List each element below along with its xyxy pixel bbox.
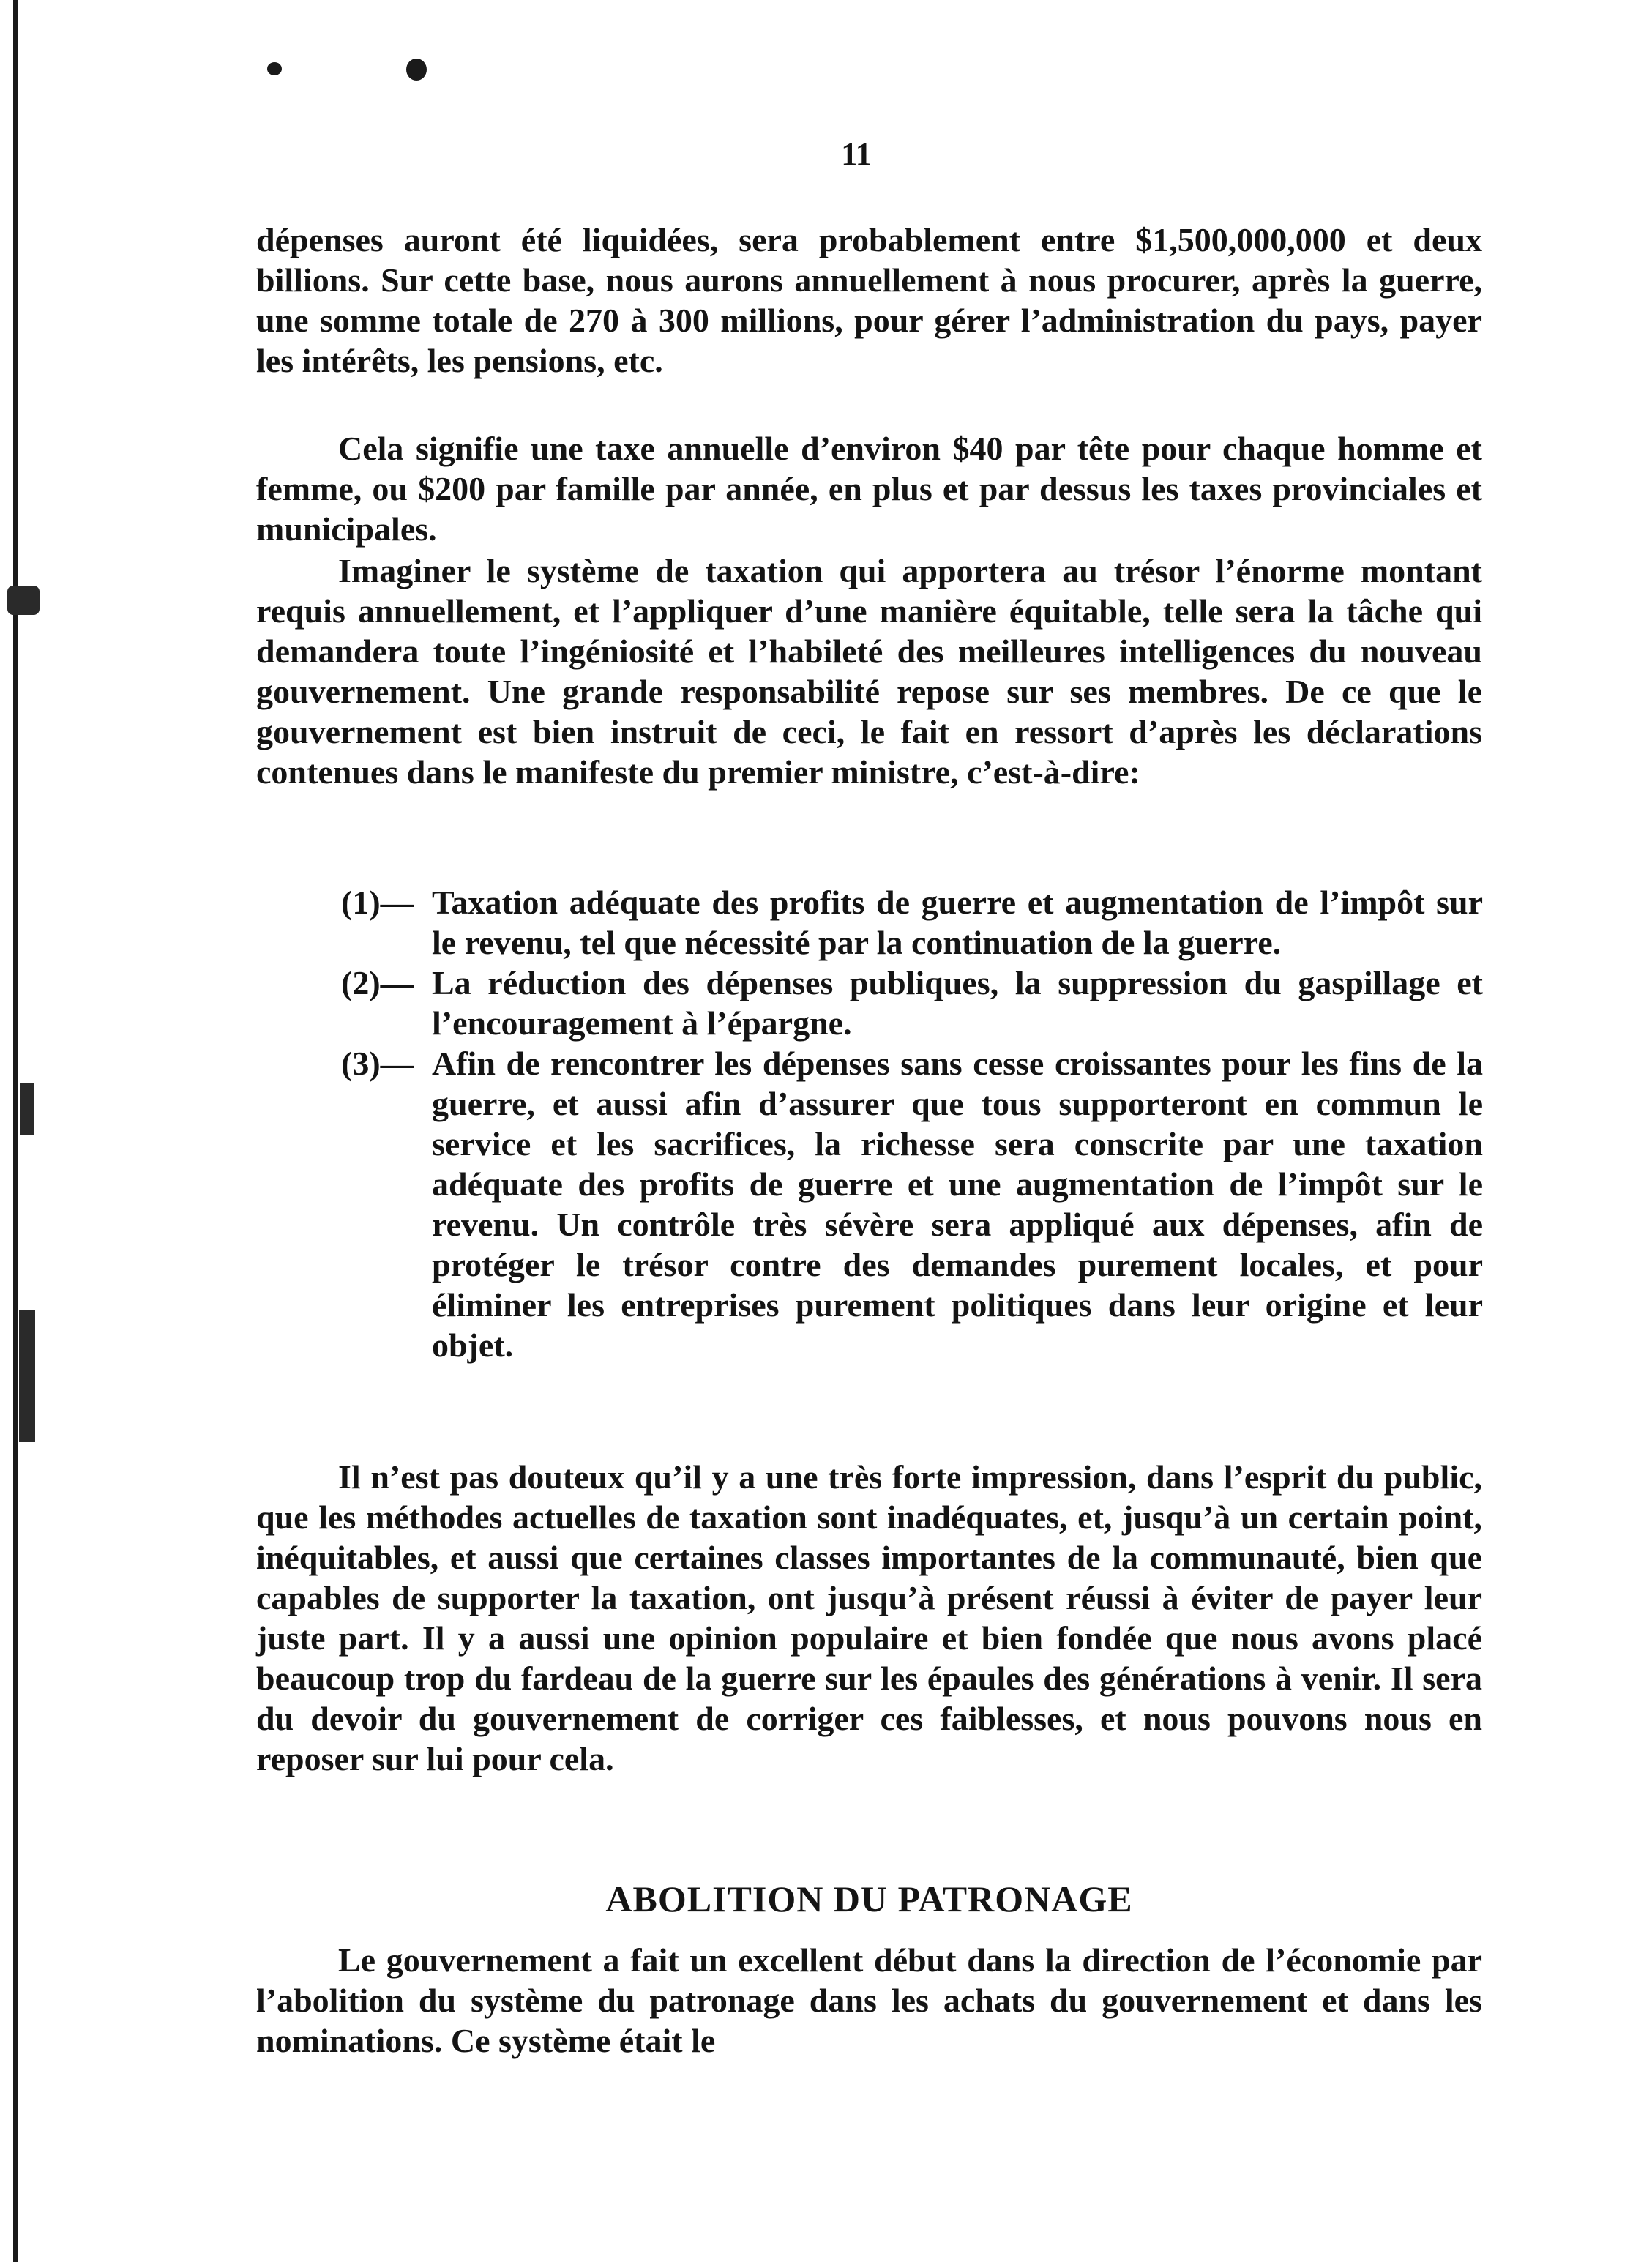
- list-item-text: Afin de rencontrer les dépenses sans cesse croissantes pour les fins de la guerre, et aussi afin d’assurer que tous supporteront en commun le service et les sacrifices, la richesse sera conscrite par une taxation adéquate des profits de guerre et une augmentation de l’impôt sur le revenu. Un contrôle très sévère sera appliqué aux dépenses, afin de protéger le trésor contre des demandes purement locales, et pour éliminer les entreprises purement politiques dans leur origine et leur objet.: [432, 1045, 1483, 1364]
- binding-stain: [7, 586, 40, 615]
- list-marker: (3)—: [341, 1045, 414, 1082]
- list-marker: (1)—: [341, 884, 414, 921]
- binding-stain: [19, 1310, 35, 1442]
- section-heading: ABOLITION DU PATRONAGE: [605, 1878, 1133, 1919]
- list-marker: (2)—: [341, 964, 414, 1001]
- paragraph-2: Cela signifie une taxe annuelle d’environ $40 par tête pour chaque homme et femme, ou $200 par famille par année, en plus et par dessus les taxes provinciales et municipales.: [256, 430, 1482, 548]
- list-item-3: [341, 1043, 1483, 1365]
- binding-stain: [20, 1083, 34, 1135]
- ink-speck: [267, 62, 282, 75]
- paragraph-5: Le gouvernement a fait un excellent début dans la direction de l’économie par l’abolition du système du patronage dans les achats du gouvernement et dans les nominations. Ce système était le: [256, 1941, 1482, 2059]
- page-number: 11: [841, 136, 872, 172]
- list-item-text: Taxation adéquate des profits de guerre et augmentation de l’impôt sur le revenu, tel que nécessité par la continuation de la guerre.: [432, 884, 1483, 961]
- page-binding-edge: [13, 0, 18, 2262]
- paragraph-3: Imaginer le système de taxation qui apportera au trésor l’énorme montant requis annuellement, et l’appliquer d’une manière équitable, telle sera la tâche qui demandera toute l’ingéniosité et l’habileté des meilleures intelligences du nouveau gouvernement. Une grande responsabilité repose sur ses membres. De ce que le gouvernement est bien instruit de ceci, le fait en ressort d’après les déclarations contenues dans le manifeste du premier ministre, c’est-à-dire:: [256, 552, 1482, 791]
- list-item-1: [341, 882, 1483, 963]
- paragraph-4: Il n’est pas douteux qu’il y a une très forte impression, dans l’esprit du public, que les méthodes actuelles de taxation sont inadéquates, et, jusqu’à un certain point, inéquitables, et aussi que certaines classes importantes de la communauté, bien que capables de supporter la taxation, ont jusqu’à présent réussi à éviter de payer leur juste part. Il y a aussi une opinion populaire et bien fondée que nous avons placé beaucoup trop du fardeau de la guerre sur les épaules des générations à venir. Il sera du devoir du gouvernement de corriger ces faiblesses, et nous pouvons nous en reposer sur lui pour cela.: [256, 1458, 1482, 1777]
- manifesto-list: [341, 882, 1483, 1365]
- paragraph-1: dépenses auront été liquidées, sera probablement entre $1,500,000,000 et deux billions. Sur cette base, nous aurons annuellement à nous procurer, après la guerre, une somme totale de 270 à 300 millions, pour gérer l’administration du pays, payer les intérêts, les pensions, etc.: [256, 221, 1482, 379]
- list-item-2: [341, 963, 1483, 1043]
- ink-speck: [406, 59, 427, 81]
- list-item-text: La réduction des dépenses publiques, la suppression du gaspillage et l’encouragement à l’épargne.: [432, 964, 1483, 1042]
